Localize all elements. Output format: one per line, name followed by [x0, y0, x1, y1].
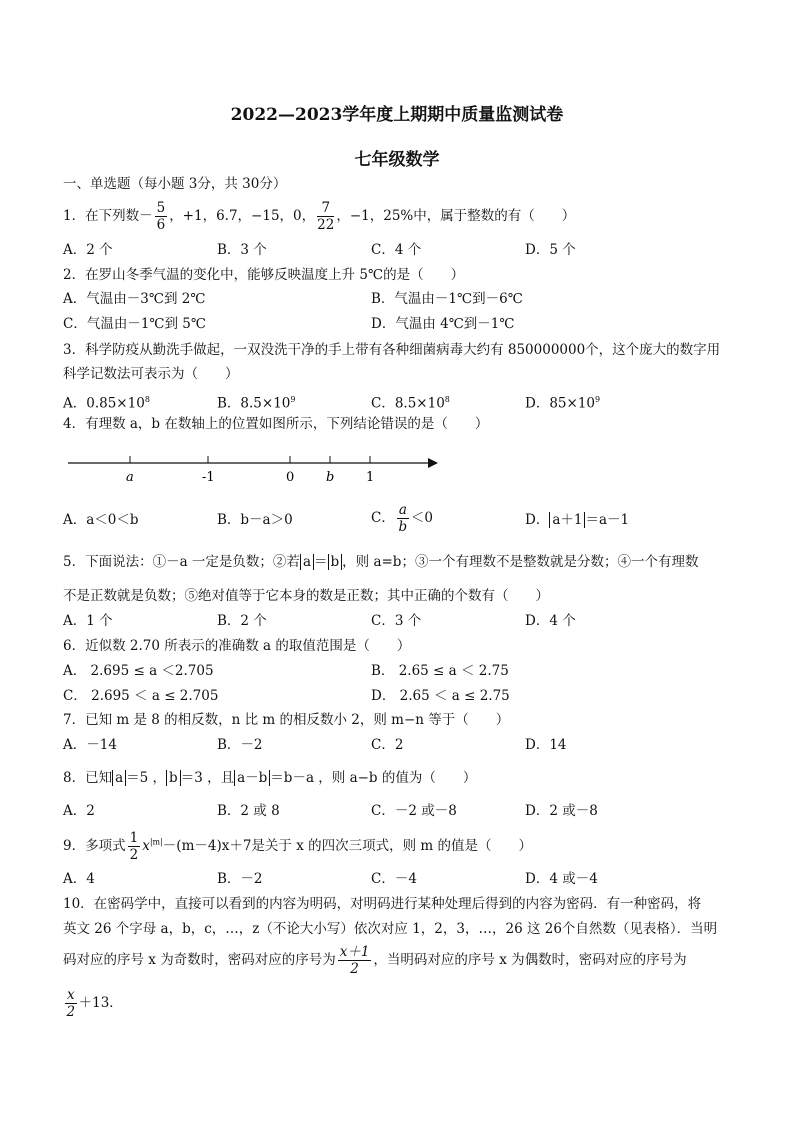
q5-option-c: C．3 个: [371, 613, 422, 629]
question-5-line-1: 5．下面说法：①－a 一定是负数；②若 a ＝ b ，则 a=b；③一个有理数不是整数就是分数；④一个有理数: [63, 554, 699, 570]
question-9: 9．多项式 $\frac{1}{2}$ $x^{|m|}-(m-4)x+7$是关于 x 的四次三项式，则 m 的值是（ ）: [63, 830, 533, 863]
q8-option-d: D．2 或－8: [525, 803, 598, 819]
q3-option-d: D．$85\times 10^9$: [525, 395, 601, 412]
fraction: $\frac{x}{2}$: [66, 987, 76, 1020]
q4-option-d: D． a＋1 ＝a－1: [525, 512, 630, 528]
q5-option-d: D．4 个: [525, 613, 576, 629]
q4-option-b: B．b－a＞0: [217, 512, 293, 528]
q7-option-b: B．－2: [217, 737, 263, 753]
q2-option-a: A．气温由－3℃到 2℃: [63, 291, 206, 307]
question-2: 2．在罗山冬季气温的变化中，能够反映温度上升 5℃的是（ ）: [63, 267, 465, 283]
arrow-head-icon: [428, 458, 438, 468]
q1-option-a: A．2 个: [63, 242, 113, 258]
question-1: 1．在下列数－ $\frac{5}{6}$ ，+1，6.7，−15，0， $\frac{7}{22}$ ，−1，25%中，属于整数的有（ ）: [63, 200, 576, 233]
section-heading: 一、单选题（每小题 3分，共 30分）: [63, 176, 287, 192]
axis-label-b: b: [326, 470, 335, 485]
q2-option-d: D．气温由 4℃到－1℃: [371, 316, 515, 332]
q9-option-d: D．4 或－4: [525, 871, 598, 887]
q8-option-a: A．2: [63, 803, 95, 819]
axis-label-minus-1: -1: [202, 470, 215, 485]
q3-option-b: B．$8.5\times 10^9$: [217, 395, 296, 412]
q8-option-c: C．－2 或－8: [371, 803, 457, 819]
absolute-value: b: [328, 554, 343, 570]
q3-option-a: A．$0.85\times 10^8$: [63, 395, 150, 412]
fraction: $\frac{a}{b}$: [398, 502, 408, 535]
absolute-value: a: [300, 554, 314, 570]
absolute-value: b: [166, 770, 181, 786]
axis-label-1: 1: [366, 470, 375, 485]
question-7: 7．已知 m 是 8 的相反数，n 比 m 的相反数小 2，则 m−n 等于（ ）: [63, 712, 510, 728]
question-10-line-2: 英文 26 个字母 a，b，c，…，z（不论大小写）依次对应 1，2，3，…，26 这 26个自然数（见表格）．当明: [63, 921, 718, 937]
q1-option-d: D．5 个: [525, 242, 576, 258]
q9-option-a: A．4: [63, 871, 95, 887]
question-4: 4．有理数 a，b 在数轴上的位置如图所示，下列结论错误的是（ ）: [63, 416, 489, 432]
q4-option-a: A．a＜0＜b: [63, 512, 139, 528]
fraction: $\frac{1}{2}$: [129, 830, 139, 863]
q7-option-a: A．－14: [63, 737, 117, 753]
q6-option-c: C． 2.695 ＜ a ≤ 2.705: [63, 688, 219, 704]
q4-option-c: C． $\frac{a}{b}$ ＜0: [371, 502, 433, 535]
question-10-line-3: 码对应的序号 x 为奇数时，密码对应的序号为 $\frac{x+1}{2}$ ，当明码对应的序号 x 为偶数时，密码对应的序号为: [63, 944, 687, 977]
q2-option-b: B．气温由－1℃到－6℃: [371, 291, 523, 307]
q5-option-a: A．1 个: [63, 613, 113, 629]
exam-subtitle: 七年级数学: [354, 150, 440, 170]
question-3-line-2: 科学记数法可表示为（ ）: [63, 366, 239, 382]
q6-option-b: B． 2.65 ≤ a ＜ 2.75: [371, 663, 509, 679]
q5-option-b: B．2 个: [217, 613, 267, 629]
q8-option-b: B．2 或 8: [217, 803, 280, 819]
q6-option-a: A． 2.695 ≤ a ＜2.705: [63, 663, 214, 679]
axis-label-a: a: [126, 470, 134, 485]
absolute-value: a－b: [234, 770, 270, 786]
question-3-line-1: 3．科学防疫从勤洗手做起，一双没洗干净的手上带有各种细菌病毒大约有 850000000个，这个庞大的数字用: [63, 342, 721, 358]
absolute-value: a＋1: [549, 512, 585, 528]
fraction: $\frac{5}{6}$: [156, 200, 166, 233]
question-10-line-4: $\frac{x}{2}$ ＋13．: [66, 987, 123, 1020]
q7-option-d: D．14: [525, 737, 567, 753]
question-6: 6．近似数 2.70 所表示的准确数 a 的取值范围是（ ）: [63, 638, 411, 654]
fraction: $\frac{x+1}{2}$: [339, 944, 370, 977]
number-line-figure: [60, 448, 450, 488]
exam-title: 2022—2023学年度上期期中质量监测试卷: [230, 105, 564, 125]
q3-option-c: C．$8.5\times 10^8$: [371, 395, 450, 412]
q6-option-d: D． 2.65 ＜ a ≤ 2.75: [371, 688, 510, 704]
q1-option-c: C．4 个: [371, 242, 422, 258]
fraction: $\frac{7}{22}$: [317, 200, 335, 233]
q1-option-b: B．3 个: [217, 242, 267, 258]
q9-option-b: B．－2: [217, 871, 263, 887]
absolute-value: a: [112, 770, 126, 786]
q7-option-c: C．2: [371, 737, 404, 753]
question-5-line-2: 不是正数就是负数；⑤绝对值等于它本身的数是正数；其中正确的个数有（ ）: [63, 588, 549, 604]
question-8: 8．已知 a ＝5 ， b ＝3 ，且 a－b ＝b－a ，则 a−b 的值为（ ）: [63, 770, 477, 786]
question-10-line-1: 10．在密码学中，直接可以看到的内容为明码，对明码进行某种处理后得到的内容为密码．有一种密码，将: [63, 896, 702, 912]
q9-option-c: C．－4: [371, 871, 417, 887]
q2-option-c: C．气温由－1℃到 5℃: [63, 316, 207, 332]
axis-label-0: 0: [286, 470, 295, 485]
